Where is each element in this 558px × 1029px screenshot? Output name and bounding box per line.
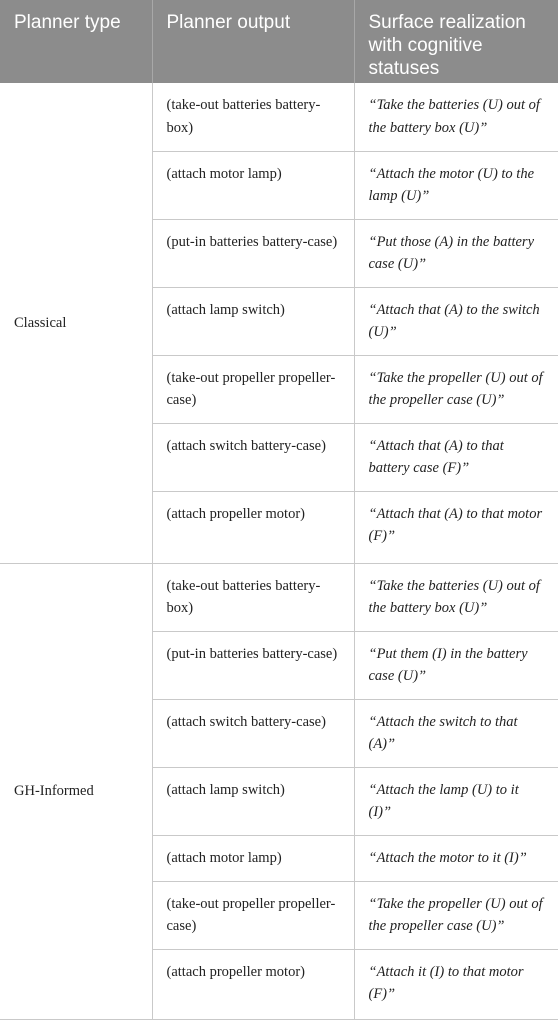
surface-realization-cell: “Take the batteries (U) out of the battery box (U)” <box>354 83 558 151</box>
planner-output-cell: (attach switch battery-case) <box>152 699 354 767</box>
surface-realization-cell: “Attach it (I) to that motor (F)” <box>354 949 558 1019</box>
planner-output-cell: (take-out propeller propeller-case) <box>152 881 354 949</box>
surface-realization-cell: “Take the propeller (U) out of the propeller case (U)” <box>354 355 558 423</box>
table-row <box>0 83 558 151</box>
surface-realization-cell: “Attach the lamp (U) to it (I)” <box>354 767 558 835</box>
surface-realization-cell: “Attach that (A) to that motor (F)” <box>354 491 558 563</box>
planner-output-cell: (attach motor lamp) <box>152 835 354 881</box>
planner-output-cell: (attach propeller motor) <box>152 949 354 1019</box>
surface-realization-cell: “Put them (I) in the battery case (U)” <box>354 631 558 699</box>
planner-output-cell: (attach lamp switch) <box>152 767 354 835</box>
planner-output-cell: (attach switch battery-case) <box>152 423 354 491</box>
planner-output-cell: (take-out propeller propeller-case) <box>152 355 354 423</box>
header-planner-type: Planner type <box>0 0 152 83</box>
planner-type-cell: GH-Informed <box>0 563 152 1019</box>
surface-realization-cell: “Attach that (A) to the switch (U)” <box>354 287 558 355</box>
table-row <box>0 563 558 631</box>
surface-realization-cell: “Attach the motor (U) to the lamp (U)” <box>354 151 558 219</box>
planner-output-cell: (put-in batteries battery-case) <box>152 219 354 287</box>
planner-output-cell: (attach propeller motor) <box>152 491 354 563</box>
planner-output-cell: (take-out batteries battery-box) <box>152 563 354 631</box>
planner-output-cell: (put-in batteries battery-case) <box>152 631 354 699</box>
header-surface-realization: Surface realization with cognitive statuses <box>354 0 558 83</box>
header-planner-output: Planner output <box>152 0 354 83</box>
surface-realization-cell: “Attach the switch to that (A)” <box>354 699 558 767</box>
surface-realization-cell: “Attach that (A) to that battery case (F)” <box>354 423 558 491</box>
surface-realization-cell: “Put those (A) in the battery case (U)” <box>354 219 558 287</box>
planner-output-cell: (attach lamp switch) <box>152 287 354 355</box>
surface-realization-cell: “Attach the motor to it (I)” <box>354 835 558 881</box>
planner-output-cell: (attach motor lamp) <box>152 151 354 219</box>
planner-type-cell: Classical <box>0 83 152 563</box>
table-header <box>0 0 558 83</box>
planner-output-cell: (take-out batteries battery-box) <box>152 83 354 151</box>
surface-realization-cell: “Take the propeller (U) out of the propeller case (U)” <box>354 881 558 949</box>
surface-realization-cell: “Take the batteries (U) out of the battery box (U)” <box>354 563 558 631</box>
header-row <box>0 0 558 83</box>
table-body <box>0 83 558 1019</box>
